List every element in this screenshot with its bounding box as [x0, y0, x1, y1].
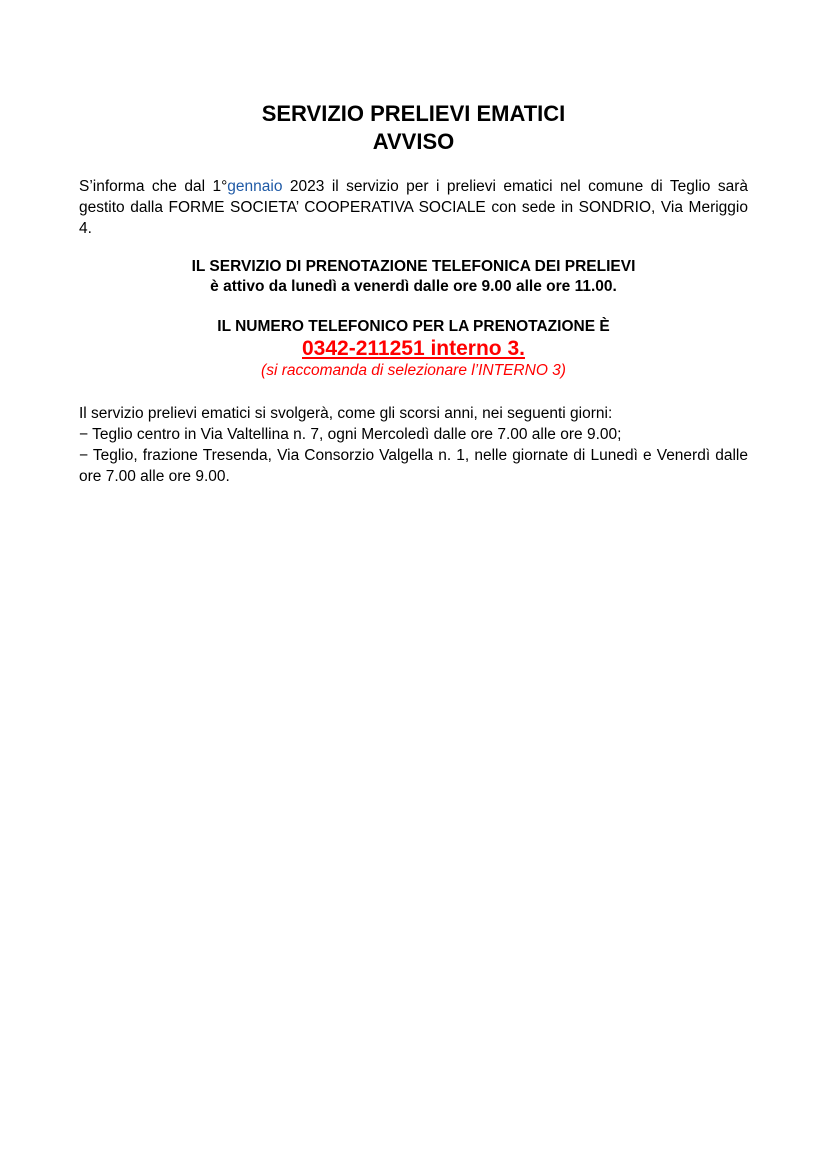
notice-page: [79, 100, 748, 487]
notice-title: [79, 100, 748, 156]
intro-text-start: S’informa che dal 1°: [79, 178, 228, 195]
booking-heading: IL SERVIZIO DI PRENOTAZIONE TELEFONICA DEI PRELIEVI: [191, 258, 636, 275]
booking-hours: è attivo da lunedì a venerdì dalle ore 9.00 alle ore 11.00.: [210, 278, 617, 295]
phone-number: 0342-211251 interno 3.: [302, 337, 525, 360]
schedule-intro: Il servizio prelievi ematici si svolgerà, come gli scorsi anni, nei seguenti giorni:: [79, 405, 613, 422]
phone-info: [79, 317, 748, 381]
booking-info: [79, 257, 748, 297]
schedule-item-teglio-centro: − Teglio centro in Via Valtellina n. 7, ogni Mercoledì dalle ore 7.00 alle ore 9.00;: [79, 426, 622, 443]
title-line-1: SERVIZIO PRELIEVI EMATICI: [261, 101, 566, 126]
phone-note: (si raccomanda di selezionare l’INTERNO 3): [261, 362, 566, 379]
schedule-item-tresenda: − Teglio, frazione Tresenda, Via Consorzio Valgella n. 1, nelle giornate di Lunedì e Venerdì dalle ore 7.00 alle ore 9.00.: [79, 447, 748, 485]
intro-paragraph: [79, 176, 748, 239]
intro-text-end: 2023 il servizio per i prelievi ematici nel comune di Teglio sarà gestito dalla FORME SOCIETA’ COOPERATIVA SOCIALE con sede in SONDRIO, Via Meriggio 4.: [79, 178, 748, 237]
intro-highlight-month: gennaio: [227, 178, 283, 195]
title-line-2: AVVISO: [372, 129, 455, 154]
schedule-info: [79, 403, 748, 487]
phone-heading: IL NUMERO TELEFONICO PER LA PRENOTAZIONE È: [217, 318, 610, 335]
